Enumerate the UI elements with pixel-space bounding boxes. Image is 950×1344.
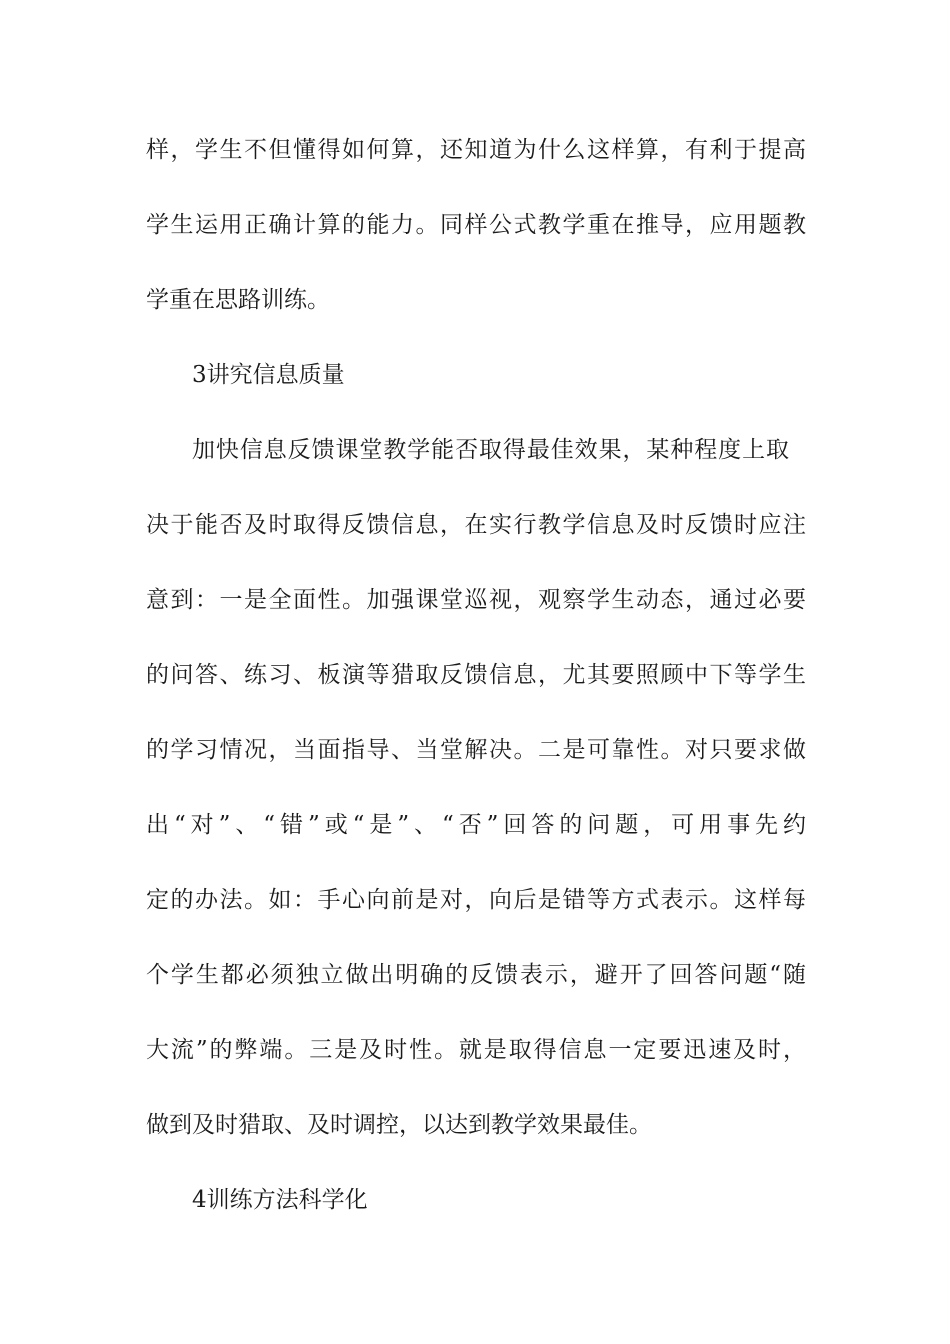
paragraph-line: 决于能否及时取得反馈信息，在实行教学信息及时反馈时应注 xyxy=(146,512,806,538)
paragraph-line: 意到：一是全面性。加强课堂巡视，观察学生动态，通过必要 xyxy=(146,587,806,613)
paragraph-line: 做到及时猎取、及时调控，以达到教学效果最佳。 xyxy=(146,1112,652,1138)
paragraph-line: 个学生都必须独立做出明确的反馈表示，避开了回答问题“随 xyxy=(146,962,806,988)
paragraph-line: 学生运用正确计算的能力。同样公式教学重在推导，应用题教 xyxy=(146,212,806,238)
paragraph-line: 出“对”、“错”或“是”、“否”回答的问题，可用事先约 xyxy=(146,812,806,838)
section-heading: 3讲究信息质量 xyxy=(192,362,345,388)
paragraph-line: 的问答、练习、板演等猎取反馈信息，尤其要照顾中下等学生 xyxy=(146,662,806,688)
paragraph-line: 的学习情况，当面指导、当堂解决。二是可靠性。对只要求做 xyxy=(146,737,806,763)
paragraph-line: 大流”的弊端。三是及时性。就是取得信息一定要迅速及时， xyxy=(146,1037,806,1063)
paragraph-line: 学重在思路训练。 xyxy=(146,287,330,313)
section-heading: 4训练方法科学化 xyxy=(192,1187,368,1213)
paragraph-line: 样，学生不但懂得如何算，还知道为什么这样算，有利于提高 xyxy=(146,137,806,163)
paragraph-line: 加快信息反馈课堂教学能否取得最佳效果，某种程度上取 xyxy=(192,437,789,463)
paragraph-line: 定的办法。如：手心向前是对，向后是错等方式表示。这样每 xyxy=(146,887,806,913)
